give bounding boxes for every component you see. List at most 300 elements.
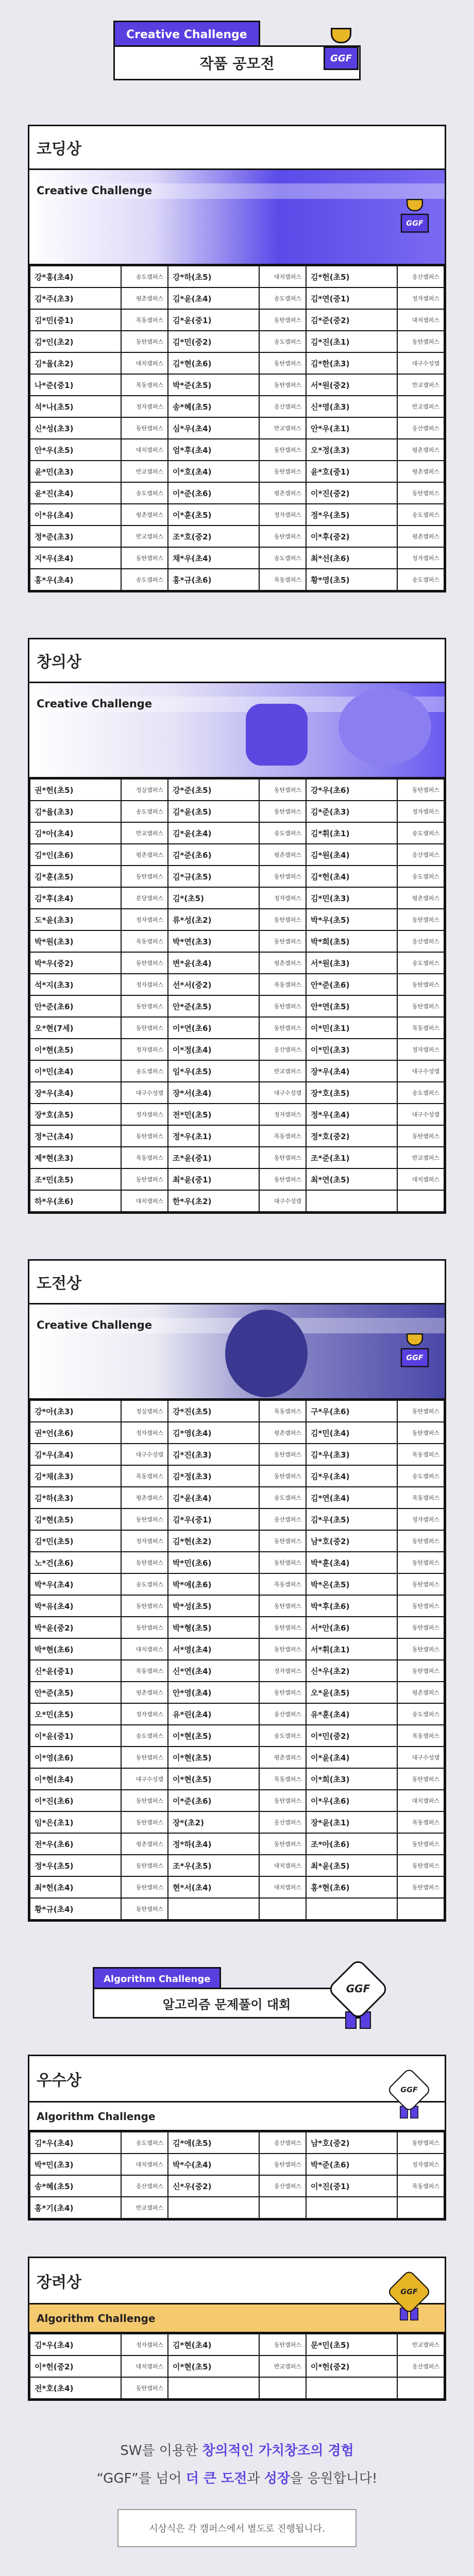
winner-name: 강*우(초6) (306, 779, 397, 801)
winner-campus: 반교캠퍼스 (121, 461, 168, 482)
winner-campus: 동탄캠퍼스 (259, 1444, 306, 1465)
winner-name: 김*민(초3) (306, 887, 397, 909)
winner-name: 안*우(초5) (30, 439, 121, 461)
winner-name: 서*휘(초1) (306, 1638, 397, 1660)
winner-name: 이*희(초3) (306, 1768, 397, 1790)
winner-campus: 목동캠퍼스 (259, 1400, 306, 1422)
winner-name: 서*원(초3) (306, 952, 397, 974)
winner-campus: 동탄캠퍼스 (397, 1833, 444, 1855)
winner-name: 노*건(초6) (30, 1552, 121, 1573)
winner-campus: 동탄캠퍼스 (397, 995, 444, 1017)
winner-campus: 동탄캠퍼스 (259, 1682, 306, 1703)
table-row (30, 801, 444, 822)
winner-name: 박*우(초4) (30, 1573, 121, 1595)
table-row (30, 1422, 444, 1444)
winner-campus: 반교캠퍼스 (397, 374, 444, 396)
winner-name (168, 2377, 259, 2399)
winner-name: 남*호(중2) (306, 2132, 397, 2154)
winner-campus: 반교캠퍼스 (121, 2197, 168, 2218)
winner-name: 이*유(초4) (30, 504, 121, 526)
table-row (30, 569, 444, 590)
winner-name: 남*호(중2) (306, 1530, 397, 1552)
winner-campus: 목동캠퍼스 (121, 930, 168, 952)
winner-campus: 정자캠퍼스 (121, 1703, 168, 1725)
winner-campus: 동탄캠퍼스 (121, 331, 168, 352)
winner-name: 신*우(초2) (306, 1660, 397, 1682)
winner-campus: 송도캠퍼스 (397, 1082, 444, 1104)
table-row (30, 1811, 444, 1833)
winner-campus: 송도캠퍼스 (397, 1465, 444, 1487)
table-row (30, 1082, 444, 1104)
winner-name: 박*연(초3) (168, 930, 259, 952)
winner-name: 박*준(초6) (306, 2154, 397, 2175)
winner-name: 홍*규(초6) (168, 569, 259, 590)
winner-name: 이*연(초6) (168, 1017, 259, 1039)
winner-campus: 정실캠퍼스 (121, 1400, 168, 1422)
winner-name: 김*인(초6) (30, 844, 121, 866)
winner-campus: 목동캠퍼스 (397, 1487, 444, 1509)
winner-name: 박*성(초5) (168, 1595, 259, 1617)
table-row (30, 1104, 444, 1125)
winner-name: 박*수(초4) (168, 2154, 259, 2175)
winner-campus: 동탄캠퍼스 (121, 1617, 168, 1638)
winner-name: 김*준(중2) (306, 309, 397, 331)
encouragement-winners-table (29, 2333, 445, 2399)
winner-name: 김*민(중2) (168, 331, 259, 352)
winner-name: 박*민(초6) (168, 1552, 259, 1573)
medal-icon: GGF (388, 2276, 429, 2320)
table-row (30, 995, 444, 1017)
winner-campus: 평촌캠퍼스 (121, 1833, 168, 1855)
winner-campus: 동탄캠퍼스 (259, 1595, 306, 1617)
winner-campus: 평촌캠퍼스 (121, 504, 168, 526)
winner-name: 박*민(초3) (30, 2154, 121, 2175)
table-row (30, 866, 444, 887)
trophy-icon: GGF (397, 1330, 433, 1370)
winner-name: 김*윤(초4) (168, 287, 259, 309)
creative-winners-table (29, 778, 445, 1212)
winner-campus: 평촌캠퍼스 (121, 287, 168, 309)
winner-name: 이*후(중2) (306, 526, 397, 547)
winner-campus: 정자캠퍼스 (121, 1039, 168, 1060)
winner-campus: 대구수성캠 (121, 1082, 168, 1104)
winner-name: 박*예(초6) (168, 1573, 259, 1595)
winner-name: 이*정(초4) (168, 1039, 259, 1060)
winner-name: 변*윤(초4) (168, 952, 259, 974)
winner-campus: 동탄캠퍼스 (397, 1573, 444, 1595)
excellence-title: 우수상 (29, 2056, 445, 2103)
winner-name: 정*우(초5) (306, 504, 397, 526)
winner-name: 김*연(중1) (306, 287, 397, 309)
winner-name (306, 1898, 397, 1920)
winner-name: 김*영(초4) (168, 1422, 259, 1444)
winner-campus: 동탄캠퍼스 (397, 909, 444, 930)
winner-campus: 송도캠퍼스 (397, 822, 444, 844)
winner-campus: 동탄캠퍼스 (121, 1125, 168, 1147)
winner-name: 이*윤(초4) (306, 1747, 397, 1768)
winner-campus: 옹산캠퍼스 (121, 2175, 168, 2197)
winner-name: 석*나(초5) (30, 396, 121, 417)
winner-name: 김*진(초1) (306, 331, 397, 352)
winner-campus: 대구수성캠 (397, 1060, 444, 1082)
winner-name: 문*민(초5) (306, 2334, 397, 2355)
winner-name: 조*준(초1) (306, 1147, 397, 1168)
table-row (30, 1833, 444, 1855)
winner-campus: 평촌캠퍼스 (397, 439, 444, 461)
table-row (30, 1682, 444, 1703)
winner-campus: 옹산캠퍼스 (259, 1811, 306, 1833)
winner-name: 김*하(초3) (30, 1487, 121, 1509)
winner-campus: 송도캠퍼스 (397, 569, 444, 590)
table-row (30, 909, 444, 930)
winner-name: 이*윤(중1) (30, 1725, 121, 1747)
algorithm-banner (93, 1967, 381, 2034)
winner-name: 김*준(초6) (168, 844, 259, 866)
table-row (30, 2197, 444, 2218)
winner-name: 권*헌(초5) (30, 779, 121, 801)
winner-campus: 동탄캠퍼스 (259, 526, 306, 547)
excellence-winners-table (29, 2131, 445, 2219)
winner-name: 조*민(초5) (30, 1168, 121, 1190)
winner-name: 김*원(초4) (306, 844, 397, 866)
winner-campus: 정자캠퍼스 (121, 2334, 168, 2355)
winner-name: 박*원(초3) (30, 930, 121, 952)
winner-name: 김*우(초3) (306, 1444, 397, 1465)
winner-name: 서*안(초6) (306, 1617, 397, 1638)
winner-campus: 옹산캠퍼스 (259, 1509, 306, 1530)
winner-campus: 평촌캠퍼스 (259, 844, 306, 866)
winner-name: 오*민(초5) (30, 1703, 121, 1725)
winner-name: 이*민(초4) (30, 1060, 121, 1082)
winner-campus: 목동캠퍼스 (121, 1465, 168, 1487)
winner-name: 최*윤(중1) (168, 1168, 259, 1190)
table-row (30, 1595, 444, 1617)
winner-campus: 반교캠퍼스 (259, 2355, 306, 2377)
winner-name: 강*홍(초4) (30, 266, 121, 287)
winner-campus: 동탄캠퍼스 (397, 1617, 444, 1638)
trophy-icon (318, 24, 364, 73)
winner-campus: 송도캠퍼스 (121, 482, 168, 504)
winner-campus: 평촌캠퍼스 (397, 1682, 444, 1703)
table-row (30, 1487, 444, 1509)
winner-campus: 송도캠퍼스 (259, 547, 306, 569)
winner-campus: 옹산캠퍼스 (259, 396, 306, 417)
winner-campus (397, 1898, 444, 1920)
challenge-title: 도전상 (37, 1275, 81, 1293)
challenge-winners-table (29, 1400, 445, 1920)
table-row (30, 461, 444, 482)
table-row (30, 526, 444, 547)
winner-campus: 동탄캠퍼스 (259, 2334, 306, 2355)
winner-campus: 정자캠퍼스 (121, 1422, 168, 1444)
winner-name: 장*윤(초1) (306, 1811, 397, 1833)
winner-campus: 대구수성캠 (121, 1768, 168, 1790)
winner-campus: 동탄캠퍼스 (259, 1530, 306, 1552)
winner-campus: 동탄캠퍼스 (397, 331, 444, 352)
winner-name: 송*혜(초5) (30, 2175, 121, 2197)
winner-campus: 정자캠퍼스 (397, 1039, 444, 1060)
footer-message: SW를 이용한 창의적인 가치창조의 경험 “GGF”를 넘어 더 큰 도전과 성장을 응원합니다! (96, 2443, 378, 2486)
winner-name: 이*호(초4) (168, 461, 259, 482)
winner-name: 전*민(초5) (168, 1104, 259, 1125)
excellence-subtitle: Algorithm Challenge (29, 2103, 445, 2131)
table-row (30, 352, 444, 374)
winner-campus: 동탄캠퍼스 (121, 1017, 168, 1039)
winner-name: 안*우(초1) (306, 417, 397, 439)
coding-hero-image (29, 168, 445, 265)
winner-campus: 송도캠퍼스 (397, 866, 444, 887)
table-row (30, 1898, 444, 1920)
winner-campus: 송도캠퍼스 (397, 1703, 444, 1725)
winner-campus: 동탄캠퍼스 (259, 1017, 306, 1039)
winner-name: 이*현(초5) (168, 1768, 259, 1790)
winner-name: 정*우(초1) (168, 1125, 259, 1147)
winner-campus: 동탄캠퍼스 (397, 1876, 444, 1898)
winner-name: 안*영(초4) (168, 1682, 259, 1703)
winner-name: 김*주(초3) (30, 287, 121, 309)
winner-campus: 동탄캠퍼스 (259, 801, 306, 822)
winner-campus: 대치캠퍼스 (259, 1855, 306, 1876)
winner-name: 신*성(초3) (30, 417, 121, 439)
winner-campus: 평촌캠퍼스 (259, 1422, 306, 1444)
winner-name: 홍*현(초6) (306, 1876, 397, 1898)
winner-campus: 동탄캠퍼스 (259, 995, 306, 1017)
table-row (30, 1768, 444, 1790)
winner-name: 한*우(초2) (168, 1190, 259, 1212)
winner-campus: 반교캠퍼스 (397, 2334, 444, 2355)
winner-campus (397, 2377, 444, 2399)
table-row (30, 396, 444, 417)
winner-campus: 송도캠퍼스 (259, 1725, 306, 1747)
winner-campus: 대치캠퍼스 (397, 1168, 444, 1190)
winner-name: 김*아(초4) (30, 822, 121, 844)
winner-name (306, 2377, 397, 2399)
winner-name: 나*준(중1) (30, 374, 121, 396)
table-row (30, 2154, 444, 2175)
winner-name: 이*헌(중2) (30, 2355, 121, 2377)
winner-name: 김*헌(초4) (306, 866, 397, 887)
winner-name: 김*후(초4) (30, 887, 121, 909)
table-row (30, 2334, 444, 2355)
winner-campus: 동탄캠퍼스 (121, 1509, 168, 1530)
winner-name: 박*우(초5) (306, 909, 397, 930)
table-row (30, 2132, 444, 2154)
winner-campus: 정자캠퍼스 (259, 1104, 306, 1125)
winner-campus: 대구수성캠 (259, 1190, 306, 1212)
winner-campus: 대구수성캠 (259, 1082, 306, 1104)
winner-campus: 송도캠퍼스 (121, 1573, 168, 1595)
winner-name: 김*훈(초5) (30, 866, 121, 887)
winner-name: 서*영(초4) (168, 1638, 259, 1660)
table-row (30, 287, 444, 309)
winner-campus: 동탄캠퍼스 (259, 2154, 306, 2175)
winner-campus: 동탄캠퍼스 (259, 439, 306, 461)
winner-campus: 동탄캠퍼스 (259, 779, 306, 801)
winner-name: 이*민(중2) (306, 1725, 397, 1747)
winner-campus: 대치캠퍼스 (121, 1190, 168, 1212)
winner-campus: 옹산캠퍼스 (397, 266, 444, 287)
winner-name: 박*온(초5) (306, 1573, 397, 1595)
table-row (30, 1552, 444, 1573)
winner-name: 김*채(초3) (30, 1465, 121, 1487)
winner-campus: 평촌캠퍼스 (121, 844, 168, 866)
winner-name: 최*선(초6) (306, 547, 397, 569)
winner-name: 신*우(중2) (168, 2175, 259, 2197)
winner-name: 이*준(초6) (168, 1790, 259, 1811)
winner-campus: 정자캠퍼스 (121, 974, 168, 995)
winner-campus: 대치캠퍼스 (121, 2355, 168, 2377)
winner-campus: 평촌캠퍼스 (397, 887, 444, 909)
table-row (30, 417, 444, 439)
winner-campus: 동탄캠퍼스 (259, 352, 306, 374)
winner-campus: 동탄캠퍼스 (259, 1147, 306, 1168)
winner-campus: 정자캠퍼스 (121, 909, 168, 930)
winner-campus: 송도캠퍼스 (121, 1725, 168, 1747)
winner-campus: 동탄캠퍼스 (121, 1552, 168, 1573)
winner-campus: 대치캠퍼스 (121, 1638, 168, 1660)
winner-campus: 옹산캠퍼스 (259, 1703, 306, 1725)
winner-name: 김*윤(중1) (168, 309, 259, 331)
winner-campus: 옹산캠퍼스 (397, 417, 444, 439)
winner-name: 김*율(초2) (30, 352, 121, 374)
winner-name: 유*훈(초4) (306, 1703, 397, 1725)
winner-name: 임*우(초5) (168, 1060, 259, 1082)
creative-award-card (28, 638, 446, 1214)
winner-campus: 분당캠퍼스 (121, 887, 168, 909)
winner-name: 최*윤(초5) (306, 1855, 397, 1876)
table-row (30, 439, 444, 461)
encouragement-title: 장려상 (29, 2258, 445, 2304)
winner-name: 채*우(초4) (168, 547, 259, 569)
table-row (30, 1444, 444, 1465)
winner-name: 전*우(초6) (30, 1833, 121, 1855)
winner-campus (259, 2197, 306, 2218)
winner-campus: 옹산캠퍼스 (259, 1039, 306, 1060)
winner-name: 강*준(초5) (168, 779, 259, 801)
coding-hero-label: Creative Challenge (37, 184, 153, 197)
winner-campus: 목동캠퍼스 (259, 974, 306, 995)
table-row (30, 930, 444, 952)
table-row (30, 844, 444, 866)
winner-campus: 반교캠퍼스 (397, 396, 444, 417)
table-row (30, 1400, 444, 1422)
winner-name: 최*헌(초4) (30, 1876, 121, 1898)
medal-icon: GGF (330, 1967, 386, 2028)
table-row (30, 266, 444, 287)
winner-name: 안*연(초5) (306, 995, 397, 1017)
table-row (30, 1638, 444, 1660)
winner-campus: 동탄캠퍼스 (397, 1595, 444, 1617)
winner-campus: 정자캠퍼스 (397, 801, 444, 822)
winner-campus: 대치캠퍼스 (121, 2154, 168, 2175)
banner-title: 작품 공모전 (113, 45, 361, 80)
winner-name: 황*영(초5) (306, 569, 397, 590)
winner-name: 김*우(초4) (306, 1465, 397, 1487)
winner-name: 도*윤(초3) (30, 909, 121, 930)
coding-winners-table (29, 265, 445, 591)
winner-name: 김*인(초2) (30, 331, 121, 352)
winner-name: 박*형(초5) (168, 1617, 259, 1638)
winner-campus: 송도캠퍼스 (121, 2132, 168, 2154)
winner-campus: 동탄캠퍼스 (259, 1638, 306, 1660)
winner-name: 조*아(초6) (306, 1833, 397, 1855)
winner-campus: 목동캠퍼스 (121, 1147, 168, 1168)
winner-campus (259, 2377, 306, 2399)
winner-name (306, 2197, 397, 2218)
winner-name: 박*우(중2) (30, 952, 121, 974)
winner-name: 신*연(초4) (168, 1660, 259, 1682)
winner-campus: 대치캠퍼스 (259, 266, 306, 287)
winner-name: 김*준(초3) (306, 801, 397, 822)
winner-name: 김*민(초4) (306, 1422, 397, 1444)
winner-name: 김*우(초4) (30, 2132, 121, 2154)
winner-campus: 반교캠퍼스 (397, 1147, 444, 1168)
winner-campus: 동탄캠퍼스 (121, 1168, 168, 1190)
winner-name: 신*영(초3) (306, 396, 397, 417)
winner-campus: 동탄캠퍼스 (121, 866, 168, 887)
table-row (30, 1876, 444, 1898)
winner-name: 김*현(초6) (168, 352, 259, 374)
winner-name: 이*영(초6) (30, 1747, 121, 1768)
winner-name: 박*현(초6) (30, 1638, 121, 1660)
winner-campus: 정자캠퍼스 (259, 887, 306, 909)
winner-name: 김*우(초4) (30, 2334, 121, 2355)
trophy-icon: GGF (397, 196, 433, 235)
winner-campus: 동탄캠퍼스 (121, 2377, 168, 2399)
winner-name: 오*정(초3) (306, 439, 397, 461)
winner-campus: 평촌캠퍼스 (397, 526, 444, 547)
winner-campus: 대구수성캠 (397, 1747, 444, 1768)
challenge-hero-label: Creative Challenge (37, 1319, 153, 1331)
winner-name: 이*준(초6) (168, 482, 259, 504)
winner-campus: 동탄캠퍼스 (397, 482, 444, 504)
winner-name: 김*우(초4) (30, 1444, 121, 1465)
winner-name: 심*우(초4) (168, 417, 259, 439)
encouragement-award-card (28, 2257, 446, 2401)
winner-campus: 옹산캠퍼스 (397, 844, 444, 866)
table-row (30, 331, 444, 352)
winner-campus: 동탄캠퍼스 (259, 1552, 306, 1573)
winner-name: 안*준(초5) (168, 995, 259, 1017)
winner-name: 신*윤(중1) (30, 1660, 121, 1682)
table-row (30, 309, 444, 331)
table-row (30, 1530, 444, 1552)
algorithm-title: 알고리즘 문제풀이 대회 (93, 1988, 361, 2019)
winner-campus: 목동캠퍼스 (397, 1811, 444, 1833)
winner-campus: 송도캠퍼스 (259, 822, 306, 844)
table-row (30, 1190, 444, 1212)
winner-campus: 정실캠퍼스 (121, 779, 168, 801)
table-row (30, 1509, 444, 1530)
winner-campus: 목동캠퍼스 (121, 1660, 168, 1682)
winner-name: 김*윤(초4) (168, 1487, 259, 1509)
winner-name: 김*휘(초1) (306, 822, 397, 844)
winner-campus: 동탄캠퍼스 (259, 374, 306, 396)
winner-name: 하*우(초6) (30, 1190, 121, 1212)
creative-hero-label: Creative Challenge (37, 698, 153, 710)
winner-name: 박*준(초5) (168, 374, 259, 396)
winner-name: 김*정(초3) (168, 1465, 259, 1487)
challenge-hero-image (29, 1303, 445, 1400)
winner-name: 김*민(중1) (30, 309, 121, 331)
winner-campus: 옹산캠퍼스 (397, 2355, 444, 2377)
winner-name: 이*민(초1) (306, 1017, 397, 1039)
winner-campus: 정자캠퍼스 (121, 1104, 168, 1125)
winner-name: 최*연(초5) (306, 1168, 397, 1190)
winner-name: 윤*민(초3) (30, 461, 121, 482)
winner-name: 김*헌(초5) (306, 266, 397, 287)
winner-campus: 목동캠퍼스 (397, 1444, 444, 1465)
